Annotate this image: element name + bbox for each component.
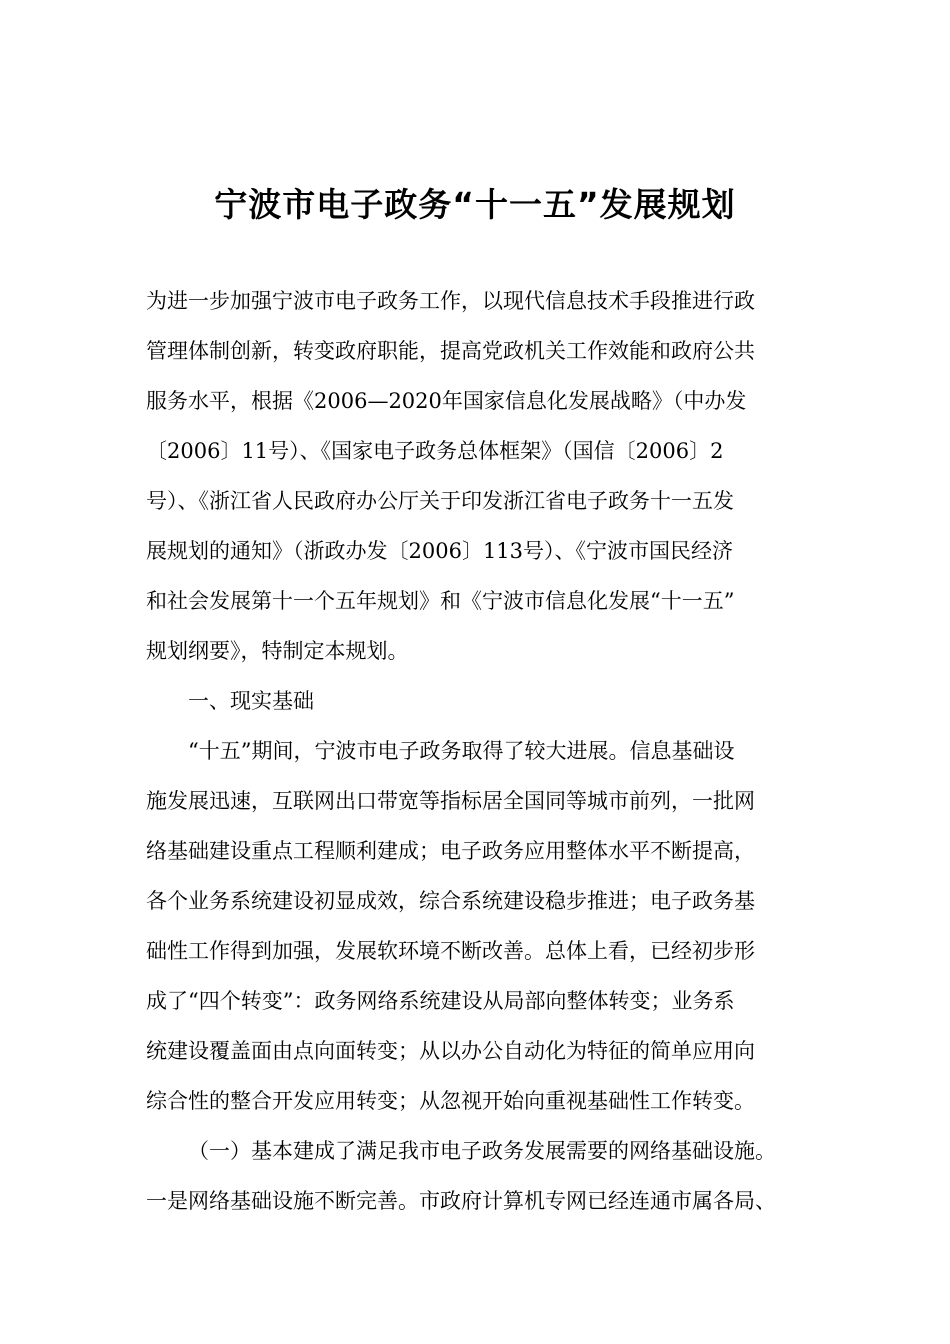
paragraph-line: 络基础建设重点工程顺利建成；电子政务应用整体水平不断提高， (146, 839, 755, 863)
paragraph-line: 础性工作得到加强，发展软环境不断改善。总体上看，已经初步形 (146, 939, 755, 963)
paragraph-line: 和社会发展第十一个五年规划》和《宁波市信息化发展“十一五” (146, 589, 735, 613)
paragraph-line: 管理体制创新，转变政府职能，提高党政机关工作效能和政府公共 (146, 339, 755, 363)
paragraph-line: 统建设覆盖面由点向面转变；从以办公自动化为特征的简单应用向 (146, 1039, 755, 1063)
paragraph-line: 展规划的通知》（浙政办发〔2006〕113号）、《宁波市国民经济 (146, 539, 734, 563)
paragraph-line: “十五”期间，宁波市电子政务取得了较大进展。信息基础设 (188, 739, 735, 763)
paragraph-line: 综合性的整合开发应用转变；从忽视开始向重视基础性工作转变。 (146, 1089, 755, 1113)
paragraph-line: 规划纲要》，特制定本规划。 (146, 639, 409, 663)
paragraph-line: 成了“四个转变”：政务网络系统建设从局部向整体转变；业务系 (146, 989, 735, 1013)
paragraph-line: 服务水平，根据《2006—2020年国家信息化发展战略》（中办发 (146, 389, 747, 413)
subsection-heading-line: （一）基本建成了满足我市电子政务发展需要的网络基础设施。 (188, 1139, 776, 1163)
paragraph-line: 号）、《浙江省人民政府办公厅关于印发浙江省电子政务十一五发 (146, 489, 734, 513)
document-title: 宁波市电子政务“十一五”发展规划 (214, 185, 736, 224)
paragraph-line: 为进一步加强宁波市电子政务工作，以现代信息技术手段推进行政 (146, 289, 755, 313)
section-heading: 一、现实基础 (188, 689, 314, 713)
paragraph-line: 各个业务系统建设初显成效，综合系统建设稳步推进；电子政务基 (146, 889, 755, 913)
paragraph-line: 〔2006〕11号）、《国家电子政务总体框架》（国信〔2006〕2 (146, 439, 724, 463)
paragraph-line: 施发展迅速，互联网出口带宽等指标居全国同等城市前列，一批网 (146, 789, 755, 813)
paragraph-line: 一是网络基础设施不断完善。市政府计算机专网已经连通市属各局、 (146, 1189, 776, 1213)
